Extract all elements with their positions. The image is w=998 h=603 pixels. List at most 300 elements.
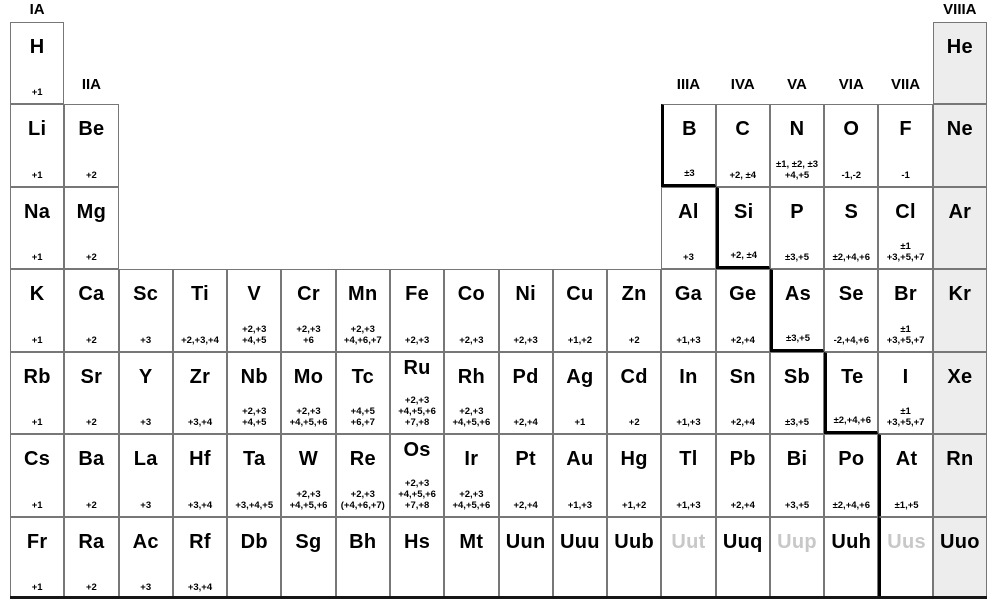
element-symbol: Uuh — [831, 530, 872, 553]
element-symbol: Li — [27, 118, 47, 141]
oxidation-line: +1 — [31, 87, 43, 99]
element-symbol: B — [682, 118, 697, 141]
element-cell-Rf — [173, 517, 227, 599]
element-cell-Co — [444, 269, 498, 351]
element-cell-Ne — [933, 104, 987, 186]
oxidation-line: +2 — [628, 417, 640, 429]
oxidation-states — [554, 500, 606, 511]
element-cell-Bh — [336, 517, 390, 599]
oxidation-states — [228, 500, 280, 511]
oxidation-line: ±2,+4,+6 — [832, 252, 871, 264]
element-symbol: Pd — [512, 365, 539, 388]
oxidation-line: +2,+3 — [350, 323, 375, 335]
oxidation-states — [825, 170, 877, 181]
element-symbol: Uup — [777, 530, 817, 553]
element-cell-Na — [10, 187, 64, 269]
element-cell-Rh — [444, 352, 498, 434]
element-symbol: W — [298, 448, 319, 471]
element-symbol: Se — [838, 283, 864, 306]
oxidation-line: (+4,+6,+7) — [340, 499, 385, 511]
element-cell-La — [119, 434, 173, 516]
element-cell-Uuh — [824, 517, 878, 599]
element-cell-B — [661, 104, 715, 186]
element-cell-Db — [227, 517, 281, 599]
element-symbol: Ca — [78, 283, 105, 306]
element-cell-Hf — [173, 434, 227, 516]
oxidation-line: +7,+8 — [404, 417, 430, 429]
element-symbol: Hs — [403, 530, 431, 553]
oxidation-states — [773, 333, 823, 344]
element-symbol: I — [902, 365, 909, 388]
element-cell-Zn — [607, 269, 661, 351]
element-symbol: Y — [138, 365, 153, 388]
element-symbol: He — [946, 36, 973, 58]
periodic-table-grid — [10, 22, 987, 599]
element-cell-C — [716, 104, 770, 186]
oxidation-states — [717, 417, 769, 428]
oxidation-states — [174, 417, 226, 428]
element-cell-O — [824, 104, 878, 186]
element-cell-Ni — [499, 269, 553, 351]
oxidation-states — [445, 489, 497, 511]
element-cell-Ir — [444, 434, 498, 516]
oxidation-states — [662, 335, 714, 346]
oxidation-line: +4,+5,+6 — [452, 499, 491, 511]
element-symbol: Hg — [620, 448, 648, 471]
element-cell-Se — [824, 269, 878, 351]
element-cell-Ru — [390, 352, 444, 434]
oxidation-states — [65, 500, 117, 511]
oxidation-line: +6,+7 — [350, 417, 375, 429]
element-cell-F — [878, 104, 932, 186]
oxidation-line: +4,+6,+7 — [343, 334, 382, 346]
element-cell-K — [10, 269, 64, 351]
oxidation-line: +2 — [85, 417, 97, 429]
oxidation-line: +3,+5,+7 — [886, 252, 925, 264]
oxidation-states — [391, 335, 443, 346]
element-symbol: Ac — [132, 530, 159, 553]
oxidation-line: +1 — [31, 499, 43, 511]
element-symbol: F — [899, 118, 912, 141]
table-bottom-edge — [10, 596, 987, 599]
oxidation-line: +2,+3 — [242, 323, 267, 335]
element-symbol: Cl — [895, 200, 916, 223]
element-cell-Kr — [933, 269, 987, 351]
element-symbol: Br — [894, 283, 917, 306]
oxidation-states — [337, 406, 389, 428]
element-symbol: Ar — [948, 200, 972, 223]
oxidation-states — [608, 335, 660, 346]
element-cell-Sc — [119, 269, 173, 351]
group-label-VA: VA — [787, 76, 807, 93]
element-symbol: Bh — [349, 530, 377, 553]
oxidation-states — [500, 335, 552, 346]
element-cell-Bi — [770, 434, 824, 516]
group-label-IVA: IVA — [730, 76, 755, 93]
oxidation-line: +2,+3 — [296, 406, 321, 418]
element-cell-Rn — [933, 434, 987, 516]
oxidation-states — [11, 582, 63, 593]
element-cell-Ca — [64, 269, 118, 351]
oxidation-line: ±1 — [900, 323, 911, 335]
element-cell-Nb — [227, 352, 281, 434]
element-cell-Fe — [390, 269, 444, 351]
element-cell-Uun — [499, 517, 553, 599]
element-cell-Y — [119, 352, 173, 434]
oxidation-line: ±3,+5 — [785, 252, 809, 264]
oxidation-line: +3,+5,+7 — [886, 417, 925, 429]
oxidation-states — [391, 395, 443, 428]
element-symbol: Fr — [26, 530, 48, 553]
element-cell-Pt — [499, 434, 553, 516]
oxidation-states — [11, 335, 63, 346]
element-symbol: Po — [838, 448, 865, 471]
element-symbol: Db — [240, 530, 268, 553]
oxidation-line: +1 — [31, 417, 43, 429]
element-symbol: Zn — [621, 283, 647, 306]
element-symbol: Mn — [348, 283, 378, 306]
element-cell-Sn — [716, 352, 770, 434]
oxidation-states — [174, 335, 226, 346]
oxidation-line: +2, ±4 — [730, 250, 758, 262]
element-cell-W — [281, 434, 335, 516]
oxidation-line: +2,+4 — [730, 417, 755, 429]
oxidation-states — [120, 417, 172, 428]
oxidation-states — [282, 489, 334, 511]
element-cell-Si — [716, 187, 770, 269]
element-symbol: Rb — [23, 365, 51, 388]
oxidation-line: +1,+3 — [567, 499, 593, 511]
element-symbol: N — [789, 118, 805, 141]
oxidation-line: ±1, ±2, ±3 — [775, 158, 819, 170]
element-symbol: As — [784, 283, 812, 306]
oxidation-states — [65, 335, 117, 346]
oxidation-states — [65, 170, 117, 181]
element-cell-V — [227, 269, 281, 351]
oxidation-states — [825, 335, 877, 346]
oxidation-states — [719, 250, 769, 261]
element-cell-Au — [553, 434, 607, 516]
oxidation-line: +4,+5 — [242, 417, 267, 429]
element-symbol: Al — [678, 200, 699, 223]
oxidation-line: +4,+5 — [350, 406, 375, 418]
element-symbol: Tl — [679, 448, 698, 471]
element-cell-Mg — [64, 187, 118, 269]
oxidation-states — [11, 87, 63, 98]
element-symbol: Ir — [464, 448, 479, 471]
oxidation-line: +6 — [303, 334, 314, 346]
group-label-VIA: VIA — [838, 76, 864, 93]
oxidation-line: +2,+3 — [513, 334, 538, 346]
oxidation-states — [662, 417, 714, 428]
oxidation-line: ±2,+4,+6 — [833, 415, 872, 427]
oxidation-line: +1 — [574, 417, 586, 429]
oxidation-line: +2,+3 — [404, 477, 430, 489]
element-symbol: Cd — [620, 365, 648, 388]
oxidation-line: ±3,+5 — [785, 417, 809, 429]
element-cell-Al — [661, 187, 715, 269]
element-symbol: Hf — [189, 448, 211, 471]
element-symbol: Uuq — [722, 530, 763, 553]
element-symbol: Re — [349, 448, 376, 471]
element-symbol: Sg — [295, 530, 322, 553]
element-symbol: Nb — [240, 365, 268, 388]
element-cell-As — [770, 269, 824, 351]
oxidation-states — [120, 582, 172, 593]
element-cell-Uuu — [553, 517, 607, 599]
oxidation-states — [554, 417, 606, 428]
element-cell-Li — [10, 104, 64, 186]
element-cell-Be — [64, 104, 118, 186]
element-symbol: Sn — [729, 365, 756, 388]
oxidation-states — [717, 500, 769, 511]
group-label-VIIIA: VIIIA — [943, 1, 977, 18]
element-symbol: Pt — [515, 448, 536, 471]
element-cell-Re — [336, 434, 390, 516]
oxidation-line: ±1,+5 — [894, 499, 919, 511]
element-cell-Uuo — [933, 517, 987, 599]
oxidation-line: +4,+5,+6 — [398, 406, 436, 418]
oxidation-line: +3 — [140, 334, 152, 346]
group-label-IIIA: IIIA — [676, 76, 701, 93]
element-symbol: Mo — [293, 365, 324, 388]
oxidation-states — [771, 417, 823, 428]
element-cell-S — [824, 187, 878, 269]
oxidation-line: -2,+4,+6 — [833, 334, 869, 346]
element-cell-Br — [878, 269, 932, 351]
oxidation-line: +2,+3 — [296, 488, 321, 500]
element-symbol: Fe — [405, 283, 430, 306]
oxidation-states — [879, 406, 931, 428]
element-cell-Ag — [553, 352, 607, 434]
element-cell-Cl — [878, 187, 932, 269]
oxidation-line: +2,+4 — [730, 334, 755, 346]
oxidation-states — [65, 252, 117, 263]
oxidation-line: +2 — [628, 334, 640, 346]
oxidation-line: +4,+5,+6 — [289, 499, 328, 511]
oxidation-states — [825, 252, 877, 263]
oxidation-line: +2 — [85, 334, 97, 346]
element-symbol: Ra — [78, 530, 105, 553]
element-cell-Ge — [716, 269, 770, 351]
oxidation-line: +3,+5 — [784, 499, 810, 511]
element-cell-Sg — [281, 517, 335, 599]
element-symbol: In — [679, 365, 698, 388]
oxidation-line: +2,+4 — [513, 499, 538, 511]
element-cell-Tc — [336, 352, 390, 434]
oxidation-line: +4,+5 — [784, 169, 810, 181]
element-symbol: Uun — [505, 530, 546, 553]
oxidation-states — [11, 252, 63, 263]
element-cell-Xe — [933, 352, 987, 434]
oxidation-line: +2,+3 — [459, 334, 484, 346]
oxidation-states — [445, 335, 497, 346]
element-cell-Pb — [716, 434, 770, 516]
element-cell-Cu — [553, 269, 607, 351]
oxidation-states — [664, 168, 714, 179]
oxidation-states — [827, 415, 877, 426]
oxidation-line: +1 — [31, 252, 43, 264]
element-symbol: Rh — [457, 365, 485, 388]
element-cell-Tl — [661, 434, 715, 516]
oxidation-line: +1,+3 — [676, 499, 701, 511]
element-cell-Fr — [10, 517, 64, 599]
element-cell-He — [933, 22, 987, 104]
oxidation-states — [717, 170, 769, 181]
oxidation-states — [282, 324, 334, 346]
element-cell-Ac — [119, 517, 173, 599]
element-cell-Ta — [227, 434, 281, 516]
oxidation-states — [120, 335, 172, 346]
oxidation-states — [879, 324, 931, 346]
group-label-IA: IA — [29, 1, 45, 18]
element-symbol: Xe — [947, 365, 973, 388]
element-symbol: Uus — [887, 530, 926, 553]
element-symbol: Cr — [297, 283, 320, 306]
element-symbol: K — [29, 283, 45, 306]
element-symbol: Ru — [403, 356, 431, 379]
element-symbol: Rn — [946, 448, 974, 471]
oxidation-states — [11, 500, 63, 511]
oxidation-states — [445, 406, 497, 428]
element-symbol: Si — [733, 200, 754, 223]
oxidation-line: +4,+5,+6 — [398, 488, 436, 500]
oxidation-line: ±2,+4,+6 — [832, 499, 871, 511]
element-cell-Ra — [64, 517, 118, 599]
element-symbol: Os — [403, 439, 431, 462]
oxidation-line: +1,+3 — [676, 334, 701, 346]
oxidation-states — [771, 159, 823, 181]
element-cell-I — [878, 352, 932, 434]
oxidation-line: +3 — [140, 582, 152, 593]
element-symbol: Uuo — [939, 530, 980, 553]
oxidation-line: +2, ±4 — [729, 169, 757, 181]
oxidation-line: +3,+4 — [187, 582, 213, 593]
oxidation-states — [879, 170, 931, 181]
oxidation-states — [282, 406, 334, 428]
element-symbol: Ga — [674, 283, 703, 306]
element-symbol: Rf — [189, 530, 211, 553]
oxidation-line: +1 — [31, 169, 43, 181]
oxidation-line: +2 — [85, 582, 97, 593]
element-symbol: Ni — [515, 283, 536, 306]
oxidation-line: +2,+3,+4 — [181, 334, 219, 346]
oxidation-states — [174, 582, 226, 593]
element-cell-Hs — [390, 517, 444, 599]
oxidation-states — [662, 500, 714, 511]
oxidation-states — [662, 252, 714, 263]
element-cell-Mt — [444, 517, 498, 599]
element-cell-At — [878, 434, 932, 516]
oxidation-line: +2,+4 — [513, 417, 538, 429]
element-symbol: Ba — [78, 448, 105, 471]
oxidation-line: +1 — [31, 582, 43, 593]
oxidation-line: +3 — [140, 417, 152, 429]
oxidation-states — [11, 170, 63, 181]
oxidation-line: ±1 — [900, 406, 911, 418]
element-symbol: Ne — [946, 118, 973, 141]
oxidation-line: +3,+4,+5 — [235, 499, 274, 511]
element-symbol: Sb — [783, 365, 811, 388]
oxidation-line: ±3,+5 — [786, 332, 810, 344]
element-cell-Te — [824, 352, 878, 434]
oxidation-line: ±3 — [684, 167, 695, 179]
element-symbol: Na — [24, 200, 51, 223]
oxidation-line: +1,+2 — [567, 334, 593, 346]
element-symbol: Cs — [24, 448, 51, 471]
oxidation-line: +2,+4 — [730, 499, 755, 511]
element-cell-N — [770, 104, 824, 186]
oxidation-line: +4,+5,+6 — [289, 417, 328, 429]
element-cell-Rb — [10, 352, 64, 434]
element-symbol: Ag — [566, 365, 594, 388]
element-symbol: Sr — [80, 365, 103, 388]
element-symbol: Co — [457, 283, 485, 306]
element-symbol: C — [735, 118, 751, 141]
oxidation-line: +3,+5,+7 — [886, 334, 925, 346]
element-symbol: Te — [841, 365, 864, 388]
element-symbol: Uub — [614, 530, 655, 553]
element-symbol: Bi — [786, 448, 808, 471]
oxidation-states — [771, 500, 823, 511]
oxidation-line: +4,+5,+6 — [452, 417, 491, 429]
element-symbol: Mt — [459, 530, 484, 553]
element-symbol: Ti — [190, 283, 209, 306]
element-cell-In — [661, 352, 715, 434]
element-cell-Uuq — [716, 517, 770, 599]
element-symbol: La — [133, 448, 158, 471]
element-cell-Po — [824, 434, 878, 516]
oxidation-line: +3,+4 — [187, 499, 213, 511]
oxidation-line: +3,+4 — [187, 417, 213, 429]
oxidation-line: +2 — [85, 499, 97, 511]
oxidation-states — [717, 335, 769, 346]
element-cell-Mo — [281, 352, 335, 434]
element-symbol: Uut — [671, 530, 706, 553]
oxidation-states — [608, 417, 660, 428]
oxidation-states — [500, 417, 552, 428]
oxidation-line: +2,+3 — [242, 406, 267, 418]
element-symbol: P — [790, 200, 804, 223]
element-symbol: Tc — [351, 365, 375, 388]
oxidation-states — [391, 478, 443, 511]
oxidation-states — [65, 417, 117, 428]
element-cell-Ga — [661, 269, 715, 351]
oxidation-states — [771, 252, 823, 263]
element-symbol: Pb — [729, 448, 756, 471]
element-cell-P — [770, 187, 824, 269]
element-cell-Os — [390, 434, 444, 516]
element-cell-Ar — [933, 187, 987, 269]
element-cell-Pd — [499, 352, 553, 434]
element-cell-Ti — [173, 269, 227, 351]
element-cell-Hg — [607, 434, 661, 516]
element-symbol: S — [844, 200, 859, 223]
element-symbol: At — [895, 448, 918, 471]
oxidation-states — [228, 324, 280, 346]
oxidation-line: +2,+3 — [350, 488, 375, 500]
element-cell-Uut — [661, 517, 715, 599]
oxidation-line: +3 — [140, 499, 152, 511]
element-cell-Uup — [770, 517, 824, 599]
oxidation-line: +2,+3 — [459, 406, 484, 418]
oxidation-states — [11, 417, 63, 428]
group-label-IIA: IIA — [81, 76, 101, 93]
element-symbol: Cu — [566, 283, 594, 306]
oxidation-states — [65, 582, 117, 593]
element-cell-Cs — [10, 434, 64, 516]
element-cell-Uub — [607, 517, 661, 599]
